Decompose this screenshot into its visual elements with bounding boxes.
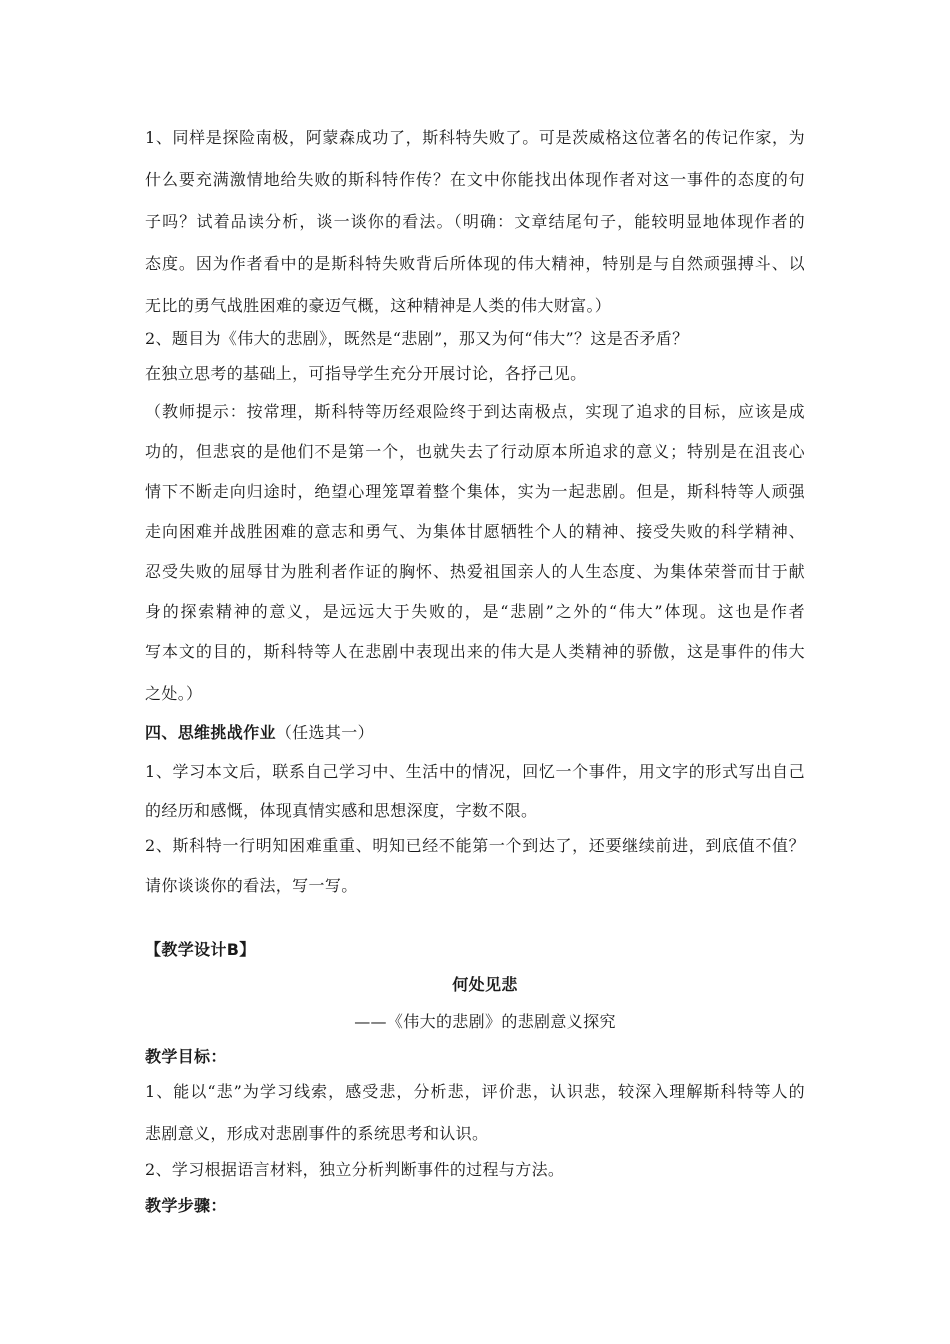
goal2-line: 2、学习根据语言材料，独立分析判断事件的过程与方法。 [145,1160,565,1179]
q1-line-2: 什么要充满激情地给失败的斯科特作传？在文中你能找出体现作者对这一事件的态度的句 [145,170,805,189]
goal1-line-1: 1、能以“悲”为学习线索，感受悲，分析悲，评价悲，认识悲，较深入理解斯科特等人的 [145,1082,805,1101]
hint-line-1: （教师提示：按常理，斯科特等历经艰险终于到达南极点，实现了追求的目标，应该是成 [145,402,805,421]
steps-heading: 教学步骤： [145,1196,227,1215]
assignment1-line-2: 的经历和感慨，体现真情实感和思想深度，字数不限。 [145,801,538,820]
hint-line-7: 写本文的目的，斯科特等人在悲剧中表现出来的伟大是人类精神的骄傲，这是事件的伟大 [145,642,805,661]
q1-line-4: 态度。因为作者看中的是斯科特失败背后所体现的伟大精神，特别是与自然顽强搏斗、以 [145,254,805,273]
hint-line-8: 之处。） [145,684,203,703]
goals-heading: 教学目标： [145,1047,227,1066]
q1-line-1: 1、同样是探险南极，阿蒙森成功了，斯科特失败了。可是茨威格这位著名的传记作家，为 [145,128,805,147]
assignment2-line-2: 请你谈谈你的看法，写一写。 [145,876,358,895]
section4-heading-note: （任选其一） [275,723,374,742]
lesson-subtitle: ——《伟大的悲剧》的悲剧意义探究 [354,1012,616,1031]
lesson-title: 何处见悲 [452,975,518,994]
section4-heading-bold: 四、思维挑战作业 [145,723,276,742]
section4-heading [145,723,374,743]
q1-line-3: 子吗？试着品读分析，谈一谈你的看法。（明确：文章结尾句子，能较明显地体现作者的 [145,212,805,231]
hint-line-4: 走向困难并战胜困难的意志和勇气、为集体甘愿牺牲个人的精神、接受失败的科学精神、 [145,522,805,541]
hint-line-3: 情下不断走向归途时，绝望心理笼罩着整个集体，实为一起悲剧。但是，斯科特等人顽强 [145,482,805,501]
hint-line-2: 功的，但悲哀的是他们不是第一个，也就失去了行动原本所追求的意义；特别是在沮丧心 [145,442,805,461]
hint-line-5: 忍受失败的屈辱甘为胜利者作证的胸怀、热爱祖国亲人的人生态度、为集体荣誉而甘于献 [145,562,805,581]
design-b-label: 【教学设计B】 [145,940,256,959]
q2-line: 2、题目为《伟大的悲剧》，既然是“悲剧”，那又为何“伟大”？这是否矛盾？ [145,329,689,348]
q1-line-5: 无比的勇气战胜困难的豪迈气概，这种精神是人类的伟大财富。） [145,296,612,315]
assignment2-line-1: 2、斯科特一行明知困难重重、明知已经不能第一个到达了，还要继续前进，到底值不值？ [145,836,805,855]
goal1-line-2: 悲剧意义，形成对悲剧事件的系统思考和认识。 [145,1124,489,1143]
assignment1-line-1: 1、学习本文后，联系自己学习中、生活中的情况，回忆一个事件，用文字的形式写出自己 [145,762,805,781]
q2-guide: 在独立思考的基础上，可指导学生充分开展讨论，各抒己见。 [145,364,587,383]
hint-line-6: 身的探索精神的意义，是远远大于失败的，是“悲剧”之外的“伟大”体现。这也是作者 [145,602,805,621]
